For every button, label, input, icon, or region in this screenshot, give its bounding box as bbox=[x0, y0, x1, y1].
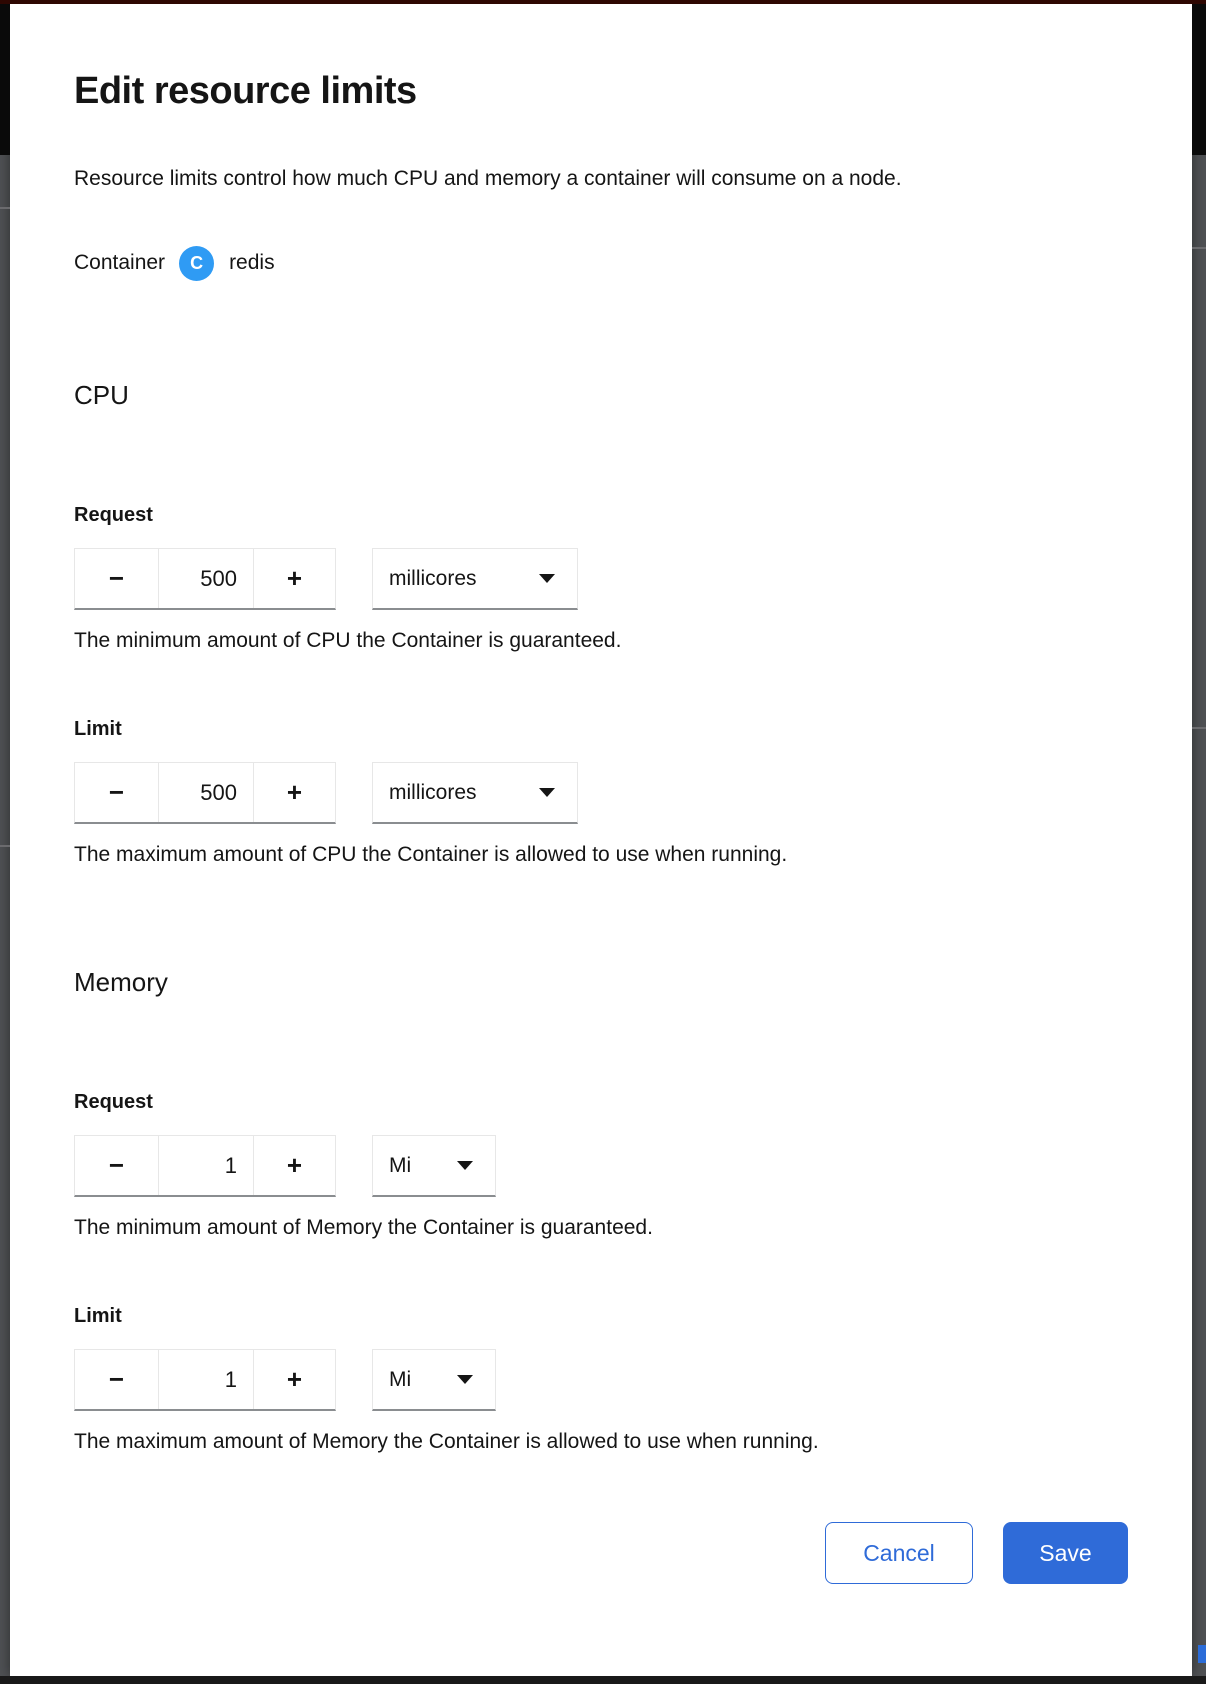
memory-request-help-text: The minimum amount of Memory the Container is guaranteed. bbox=[74, 1216, 653, 1239]
memory-limit-value-input[interactable] bbox=[159, 1350, 253, 1409]
cpu-limit-help-text: The maximum amount of CPU the Container is allowed to use when running. bbox=[74, 843, 788, 866]
memory-limit-increment-button[interactable]: + bbox=[253, 1350, 335, 1409]
dialog-footer bbox=[74, 1522, 1128, 1584]
cpu-request-decrement-button[interactable]: − bbox=[75, 549, 159, 608]
cpu-limit-unit-value: millicores bbox=[389, 780, 477, 804]
cpu-limit-row bbox=[74, 762, 1128, 824]
memory-request-decrement-button[interactable]: − bbox=[75, 1136, 159, 1195]
container-label: Container bbox=[74, 251, 166, 274]
cpu-limit-value-input[interactable] bbox=[159, 763, 253, 822]
chevron-down-icon bbox=[457, 1161, 473, 1170]
memory-request-value-input[interactable] bbox=[159, 1136, 253, 1195]
container-kind-badge: C bbox=[179, 246, 214, 281]
save-button[interactable]: Save bbox=[1003, 1522, 1128, 1584]
memory-limit-unit-select[interactable] bbox=[372, 1349, 496, 1411]
dialog-description: Resource limits control how much CPU and memory a container will consume on a node. bbox=[74, 167, 902, 190]
memory-limit-decrement-button[interactable]: − bbox=[75, 1350, 159, 1409]
section-heading-cpu: CPU bbox=[74, 380, 129, 410]
background-divider bbox=[1192, 247, 1206, 249]
cpu-request-help-text: The minimum amount of CPU the Container is guaranteed. bbox=[74, 629, 622, 652]
cpu-request-unit-select[interactable] bbox=[372, 548, 578, 610]
memory-request-number-input bbox=[74, 1135, 336, 1197]
cpu-request-unit-value: millicores bbox=[389, 566, 477, 590]
background-divider bbox=[0, 845, 10, 847]
background-button-fragment bbox=[1198, 1645, 1206, 1663]
background-left-strip bbox=[0, 0, 10, 155]
background-divider bbox=[1192, 727, 1206, 729]
memory-limit-number-input bbox=[74, 1349, 336, 1411]
memory-limit-unit-value: Mi bbox=[389, 1367, 412, 1391]
memory-request-unit-select[interactable] bbox=[372, 1135, 496, 1197]
memory-limit-row bbox=[74, 1349, 1128, 1411]
edit-resource-limits-dialog bbox=[10, 4, 1192, 1676]
cpu-request-value-input[interactable] bbox=[159, 549, 253, 608]
background-bottom-strip bbox=[0, 1676, 1206, 1684]
container-name: redis bbox=[229, 251, 275, 274]
memory-limit-label: Limit bbox=[74, 1305, 122, 1327]
cpu-limit-decrement-button[interactable]: − bbox=[75, 763, 159, 822]
memory-limit-help-text: The maximum amount of Memory the Container is allowed to use when running. bbox=[74, 1430, 819, 1453]
memory-request-row bbox=[74, 1135, 1128, 1197]
cpu-limit-unit-select[interactable] bbox=[372, 762, 578, 824]
cpu-limit-increment-button[interactable]: + bbox=[253, 763, 335, 822]
chevron-down-icon bbox=[539, 574, 555, 583]
cpu-request-increment-button[interactable]: + bbox=[253, 549, 335, 608]
chevron-down-icon bbox=[539, 788, 555, 797]
memory-request-unit-value: Mi bbox=[389, 1153, 412, 1177]
cancel-button[interactable]: Cancel bbox=[825, 1522, 973, 1584]
cpu-limit-number-input bbox=[74, 762, 336, 824]
dialog-title: Edit resource limits bbox=[74, 70, 417, 112]
memory-request-increment-button[interactable]: + bbox=[253, 1136, 335, 1195]
chevron-down-icon bbox=[457, 1375, 473, 1384]
cpu-request-number-input bbox=[74, 548, 336, 610]
memory-request-label: Request bbox=[74, 1091, 153, 1113]
background-top-strip bbox=[0, 0, 1206, 4]
background-right-strip bbox=[1192, 0, 1206, 155]
cpu-limit-label: Limit bbox=[74, 718, 122, 740]
container-row bbox=[74, 243, 1128, 283]
section-heading-memory: Memory bbox=[74, 967, 168, 997]
background-divider bbox=[0, 207, 10, 209]
cpu-request-label: Request bbox=[74, 504, 153, 526]
cpu-request-row bbox=[74, 548, 1128, 610]
